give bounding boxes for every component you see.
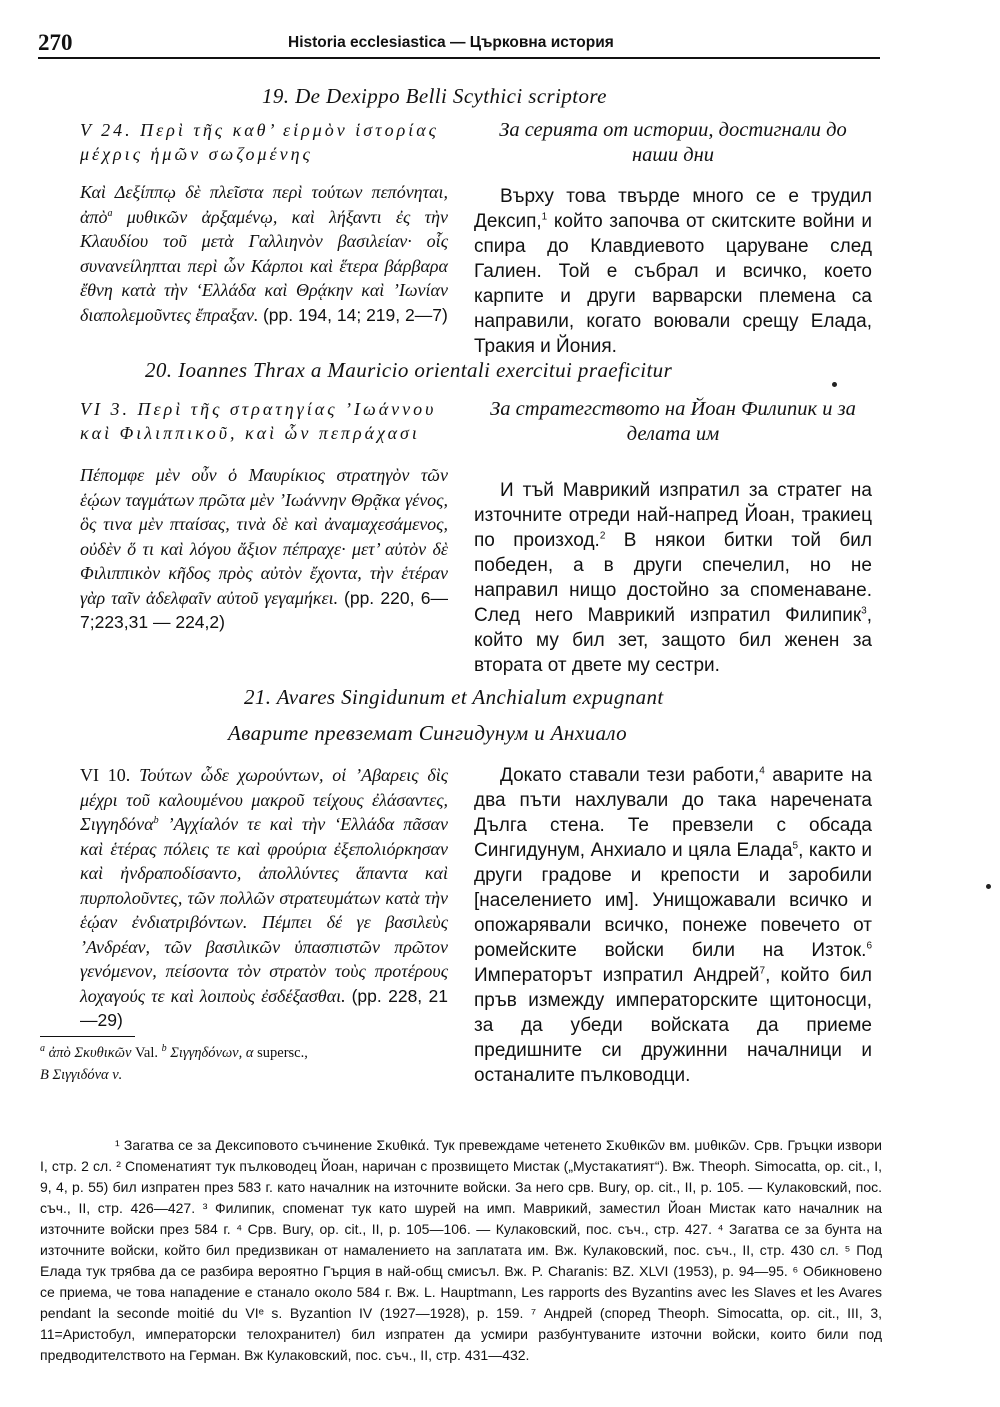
header-rule — [38, 57, 880, 59]
section-21-greek-body: VI 10. Τούτων ὧδε χωρούντων, οἱ ’Αβαρεις δὶς μέχρι τοῦ καλουμένου μακροῦ τείχους ἐλάσαντες, Σιγγηδόνα$^b$ ’Αγχίαλόν τε καὶ τὴν ‘Ελλάδα πᾶσαν καὶ ἑτέρας πόλεις τε καὶ φρούρια ἐξεπολιόρκησαν καὶ ἠνδραποδίσαντο, ἀπολλύντες ἅπαντα καὶ πυρπολοῦντες, τῶν πολλῶν στρατευμάτων κατὰ τὴν ἑῴαν ἐνδιατριβόντων. Πέμπει δέ γε βασιλεὺς ’Ανδρέαν, τῶν βασιλικῶν ὑπασπιστῶν πρῶτον γενόμενον, πείσοντα τὸν στρατὸν τοὺς προτέρους λοχαγούς τε καὶ λοιποὺς ἐσδέξασθαι. (pp. 228, 21—29) — [80, 765, 449, 1030]
section-21-greek-column — [80, 763, 448, 1033]
footnote-ref-7: 7 — [759, 965, 766, 977]
section-20-title: 20. Ioannes Thrax a Mauricio orientali exercitui praeficitur — [145, 358, 673, 382]
section-21-book-ref: VI 10. — [80, 765, 131, 785]
footnote-ref-4: 4 — [759, 765, 765, 777]
section-19-greek-column — [80, 118, 448, 327]
footnote-ref-5: 5 — [792, 840, 799, 852]
apparatus-line-2: Β Σιγγιδόνα ν. — [40, 1067, 123, 1083]
footnotes — [40, 1135, 882, 1366]
section-20-greek-body: Πέπομφε μὲν οὖν ὁ Μαυρίκιος στρατηγὸν τῶν ἑῴων ταγμάτων πρῶτα μὲν ’Ιωάννην Θρᾷκα γένος, ὃς τινα μὲν πταίσας, τινὰ δὲ καὶ ἀναμαχεσάμενος, οὐδὲν ὅ τι καὶ λόγου ἄξιον πέπραχε· μετ’ αὐτὸν δὲ Φιλιππικὸν κῆδος πρὸς αὐτὸν ἔχοντα, τὴν ἑτέραν γὰρ ταῖν ἀδελφαῖν αὐτοῦ γεγαμήκει. (pp. 220, 6—7;223,31 — 224,2) — [80, 465, 448, 632]
section-20-greek-title: VI 3. Περὶ τῆς στρατηγίας ’Ιωάννου καὶ Φιλιππικοῦ, καὶ ὧν πεπράχασι — [80, 399, 437, 443]
section-20-bulgarian-body: И тъй Маврикий изпратил за стратег на източните отреди най-напред Йоан, тракиец по произход.$^2$ В някои битки той бил победен, а в други спечелил, но не направил нищо достойно за споменаване. След него Маврикий изпратил Филипик$^3$, който му бил зет, защото бил женен за втората от двете му сестри. — [474, 480, 872, 676]
footnote-ref-1: 1 — [541, 211, 548, 223]
apparatus-notes — [40, 1042, 460, 1086]
running-title: Historia ecclesiastica — Църковна история — [288, 34, 614, 51]
section-19-bulgarian-column — [474, 118, 872, 359]
footnote-ref-3: 3 — [861, 605, 867, 617]
print-speck — [986, 884, 991, 889]
apparatus-line-1: $^a$ ἀπὸ Σκυθικῶν Val. $^b$ Σιγγηδόνων, α supersc., — [40, 1043, 308, 1061]
section-20-bulgarian-column — [474, 397, 872, 678]
section-19-title: 19. De Dexippo Belli Scythici scriptore — [262, 84, 607, 108]
section-19-bulgarian-title: За серията от истории, достигнали до наши дни — [499, 119, 847, 166]
footnote-ref-6: 6 — [866, 940, 872, 952]
apparatus-mark-b: b — [153, 815, 159, 826]
running-header — [38, 30, 878, 60]
footnote-ref-2: 2 — [599, 530, 606, 542]
section-21-bulgarian-column — [474, 763, 872, 1088]
apparatus-rule — [40, 1036, 135, 1037]
section-21-bulgarian-body: Докато ставали тези работи,$^4$ аварите на два пъти нахлували до така наречената Дълга стена. Те превзели с обсада Сингидунум, Анхиало и цяла Елада$^5$, както и други градове и крепости и заробили [населението им]. Унищожавали всичко и опожарявали всичко, понеже повечето от ромейските войски били на Изток.$^6$ Императорът изпратил Андрей$^7$, който бил пръв измежду императорските щитоносци, за да убеди войската да приеме предишните си дружинни началници и останалите пълководци. — [474, 765, 872, 1086]
section-20-greek-column — [80, 397, 448, 635]
footnotes-text: ¹ Загатва се за Дексиповото съчинение Σκυθικά. Тук превеждаме четенето Σκυθικῶν вм. μυθικῶν. Срв. Гръцки извори I, стр. 2 сл. ² Споменатият тук пълководец Йоан, наричан с прозвището Мистак („Мустакатият“). Вж. Theoph. Simocatta, op. cit., I, 9, 4, p. 55) бил изпратен през 583 г. като началник на източните войски. За него срв. Bury, op. cit., II, p. 105. — Кулаковский, пос. съч., II, стр. 426—427. ³ Филипик, споменат тук като шурей на имп. Маврикий, заместил Йоан Мистак като началник на източните войски през 584 г. ⁴ Срв. Bury, op. cit., II, p. 105—106. — Кулаковский, пос. съч., стр. 427. ⁴ Загатва се за бунта на източните войски, който бил предизвикан от намалението на заплатата им. Вж. Кулаковский, пос. съч., II, стр. 430 сл. ⁵ Под Елада тук трябва да се разбира вероятно Гърция в най-общ смисъл. Вж. P. Charanis: BZ. XLVI (1953), p. 94—95. ⁶ Обикновено се приема, че това нападение е станало около 584 г. Вж. L. Hauptmann, Les rapports des Byzantins avec les Slaves et les Avares pendant la seconde moitié du VIᵉ s. Byzantion IV (1927—1928), p. 159. ⁷ Андрей (според Theoph. Simocatta, op. cit., III, 3, 11=Аристобул, императорски телохранител) бил изпратен да усмири разбунтуваните източни войски, които били под предводителството на Герман. Вж Кулаковский, пос. съч., II, стр. 431—432. — [40, 1137, 882, 1363]
section-20-bulgarian-title: За стратегството на Йоан Филипик и за делата им — [490, 398, 856, 445]
section-21-subtitle: Аварите превземат Сингидунум и Анхиало — [228, 721, 628, 745]
section-20-reference: (pp. 220, 6—7;223,31 — 224,2) — [80, 587, 448, 632]
section-21-title: 21. Avares Singidunum et Anchialum expugnant — [244, 685, 664, 709]
apparatus-mark-a: a — [107, 207, 113, 219]
section-19-greek-body: Καὶ Δεξίππῳ δὲ πλεῖστα περὶ τούτων πεπόνηται, ἀπὸ$^a$ μυθικῶν ἀρξαμένῳ, καὶ λήξαντι ἐς τὴν Κλαυδίου τοῦ μετὰ Γαλλιηνὸν βασιλείαν· οἷς συνανείληπται περὶ ὧν Κάρποι καὶ ἕτερα βάρβαρα ἔθνη κατὰ τὴν ‘Ελλάδα καὶ Θρᾴκην καὶ ’Ιωνίαν διαπολεμοῦντες ἔπραξαν. (pp. 194, 14; 219, 2—7) — [80, 182, 448, 325]
section-21-reference: (pp. 228, 21—29) — [80, 985, 448, 1030]
print-speck — [832, 382, 837, 387]
page-number: 270 — [38, 30, 73, 55]
section-19-reference: (pp. 194, 14; 219, 2—7) — [262, 304, 448, 325]
section-19-bulgarian-body: Върху това твърде много се е трудил Дексип,$^1$ който започва от скитските войни и спира до Клавдиевото царуване след Галиен. Той е събрал и всичко, което карпите и други варварски племена са направили, когато воювали срещу Елада, Тракия и Йония. — [474, 186, 872, 357]
section-19-greek-title: V 24. Περὶ τῆς καθ’ εἱρμὸν ἱστορίας μέχρις ἡμῶν σωζομένης — [80, 120, 439, 164]
